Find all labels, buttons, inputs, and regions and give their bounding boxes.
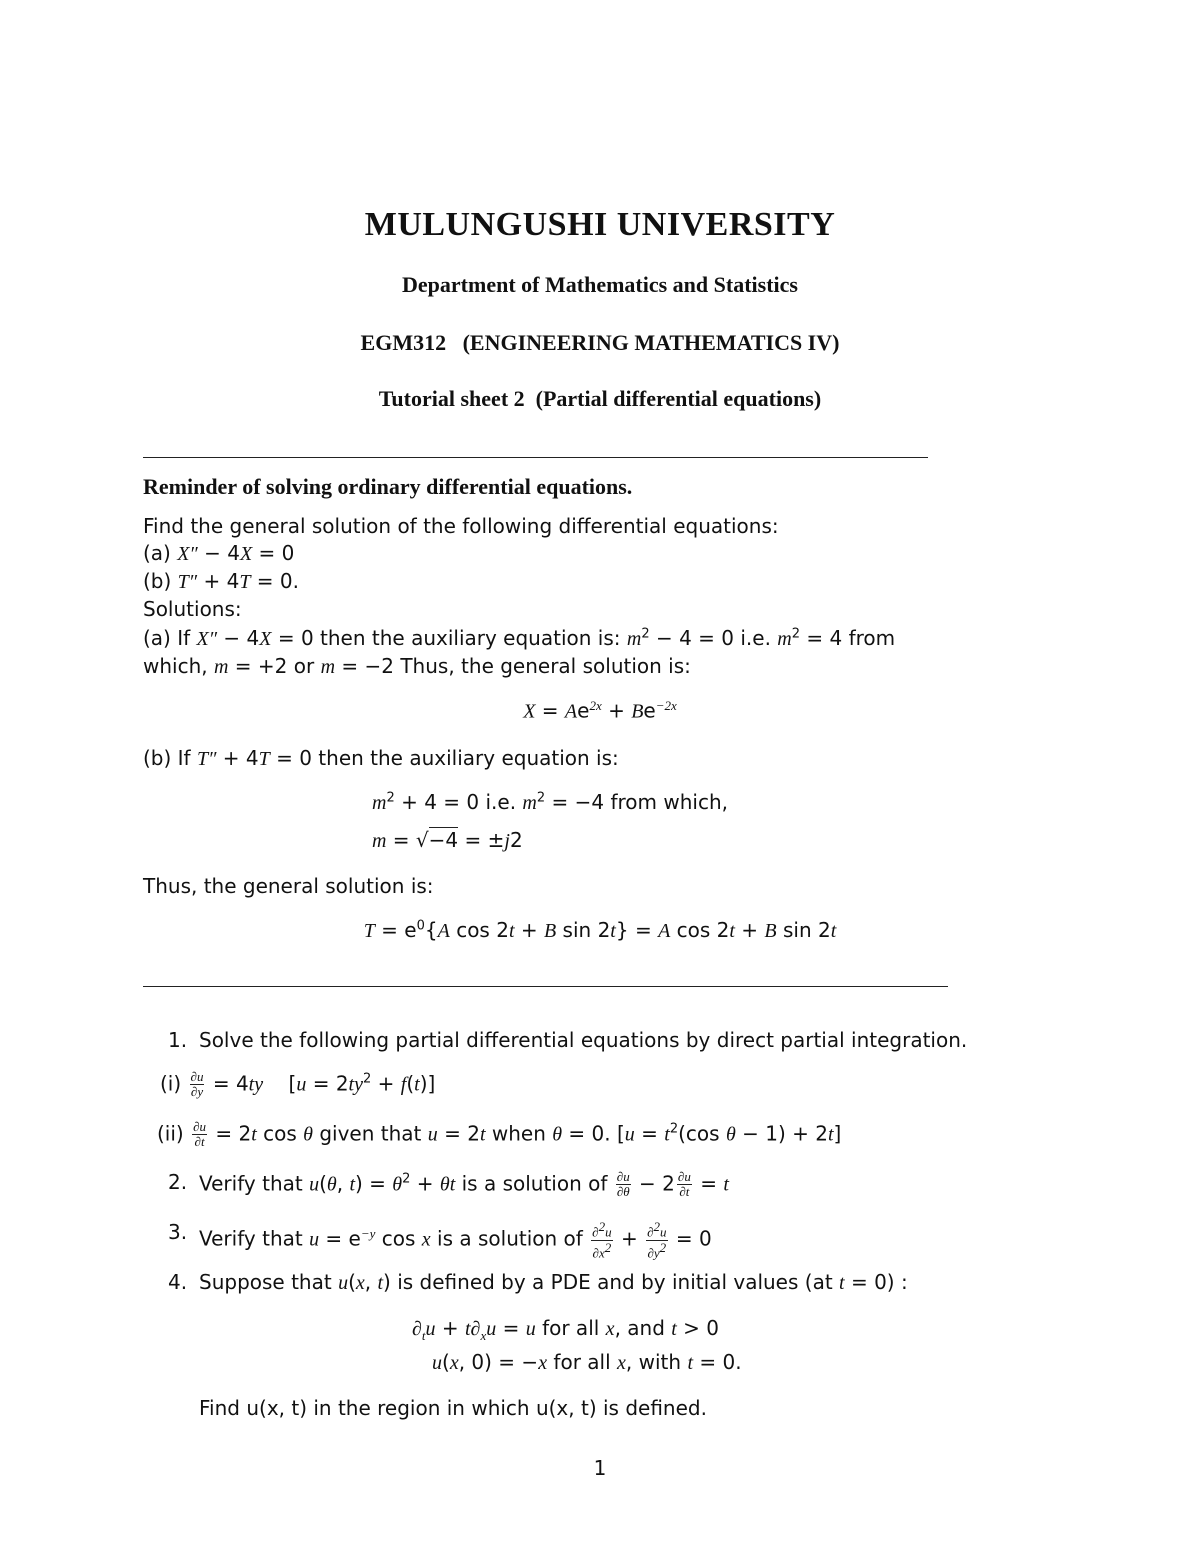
solutions-label: Solutions: bbox=[143, 597, 242, 621]
question-4-initial: u(x, 0) = −x for all x, with t = 0. bbox=[432, 1350, 742, 1374]
question-4-number: 4. bbox=[168, 1270, 188, 1294]
question-1-part-ii: (ii) $\frac{\partial u}{\partial t}$ = 2t cos θ given that u = 2t when θ = 0. [$u = t^2(\cos$ θ − 1) + 2t] bbox=[157, 1119, 842, 1150]
solution-b-aux: $m^2 + 4 = 0$ i.e. $m^2 = -4$ from which, bbox=[372, 790, 728, 814]
question-1-part-i: (i) $\frac{\partial u}{\partial y}$ = 4ty $[u = 2ty^2 + f(t)]$ bbox=[160, 1069, 436, 1100]
thus-general: Thus, the general solution is: bbox=[143, 874, 434, 898]
question-1-text: Solve the following partial differential equations by direct partial integration. bbox=[199, 1028, 968, 1052]
course-line: EGM312 (ENGINEERING MATHEMATICS IV) bbox=[360, 330, 840, 355]
solution-a-general: $X = Ae^{2x} + Be^{-2x}$ bbox=[523, 698, 677, 723]
solution-b-line1: (b) If T″ + 4T = 0 then the auxiliary equation is: bbox=[143, 746, 619, 770]
reminder-heading: Reminder of solving ordinary differential equations. bbox=[143, 474, 633, 499]
ode-b: (b) T″ + 4T = 0. bbox=[143, 569, 300, 593]
university-title: MULUNGUSHI UNIVERSITY bbox=[364, 206, 836, 243]
question-4-text: Suppose that u(x, t) is defined by a PDE and by initial values (at t = 0) : bbox=[199, 1270, 908, 1294]
question-4-pde: $\partial_tu + t\partial_xu = u$ for all x, and t > 0 bbox=[412, 1316, 720, 1343]
department-line: Department of Mathematics and Statistics bbox=[402, 272, 798, 297]
separator-bottom bbox=[143, 986, 948, 987]
sheet-title: Tutorial sheet 2 (Partial differential equations) bbox=[378, 386, 822, 411]
question-4-find: Find u(x, t) in the region in which u(x, t) is defined. bbox=[199, 1396, 707, 1420]
question-3-number: 3. bbox=[168, 1220, 188, 1244]
question-2-number: 2. bbox=[168, 1170, 188, 1194]
separator-top bbox=[143, 457, 928, 458]
solution-a-line1: (a) If X″ − 4X = 0 then the auxiliary equation is: $m^2 - 4 = 0$ i.e. $m^2 = 4$ from bbox=[143, 626, 896, 650]
question-1-number: 1. bbox=[168, 1028, 188, 1052]
page-number: 1 bbox=[593, 1456, 607, 1480]
question-3-text: Verify that $u = e^{-y}$ cos x is a solution of $\frac{\partial^2u}{\partial x^2}$ + $\frac{\partial^2u}{\partial y^2}$ = 0 bbox=[199, 1219, 712, 1260]
solution-a-line2: which, m = +2 or m = −2 Thus, the general solution is: bbox=[143, 654, 691, 678]
ode-a: (a) X″ − 4X = 0 bbox=[143, 541, 295, 565]
solution-b-roots: m = √−4 = ±j2 bbox=[372, 828, 523, 852]
question-2-text: Verify that u(θ, $t) = \theta^2 + \theta t$ is a solution of $\frac{\partial u}{\partial\theta}$ − 2 $\frac{\partial u}{\partial t}$ = t bbox=[199, 1169, 729, 1200]
solution-b-general: $T = e^0\{A$ cos 2t + B sin 2t} = A cos 2t + B sin 2t bbox=[363, 918, 837, 942]
reminder-intro: Find the general solution of the following differential equations: bbox=[143, 514, 779, 538]
